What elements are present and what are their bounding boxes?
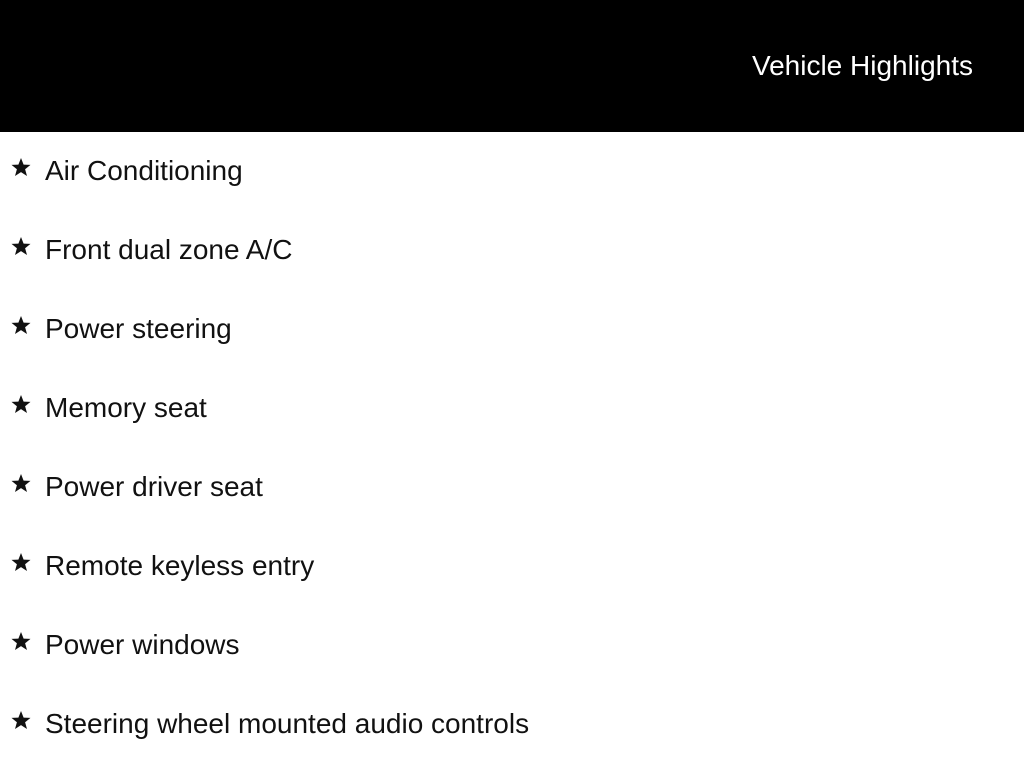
- highlight-label: Memory seat: [45, 392, 207, 423]
- highlight-label: Remote keyless entry: [45, 550, 315, 581]
- page-header: [0, 0, 1024, 132]
- highlight-label: Steering wheel mounted audio controls: [45, 708, 530, 739]
- list-item: [0, 448, 1024, 527]
- highlights-list: [0, 132, 1024, 764]
- highlight-label: Power steering: [45, 313, 232, 344]
- highlight-label: Power windows: [45, 629, 240, 660]
- star-icon: [11, 473, 31, 493]
- highlight-label: Power driver seat: [45, 471, 263, 502]
- list-item: [0, 527, 1024, 606]
- star-icon: [11, 710, 31, 730]
- list-item: [0, 211, 1024, 290]
- star-icon: [11, 394, 31, 414]
- list-item: [0, 685, 1024, 764]
- page-title: Vehicle Highlights: [751, 50, 973, 81]
- list-item: [0, 290, 1024, 369]
- highlight-label: Air Conditioning: [45, 155, 243, 186]
- list-item: [0, 369, 1024, 448]
- star-icon: [11, 236, 31, 256]
- list-item: [0, 606, 1024, 685]
- star-icon: [11, 315, 31, 335]
- star-icon: [11, 631, 31, 651]
- star-icon: [11, 552, 31, 572]
- list-item: [0, 132, 1024, 211]
- highlight-label: Front dual zone A/C: [45, 234, 293, 265]
- star-icon: [11, 157, 31, 177]
